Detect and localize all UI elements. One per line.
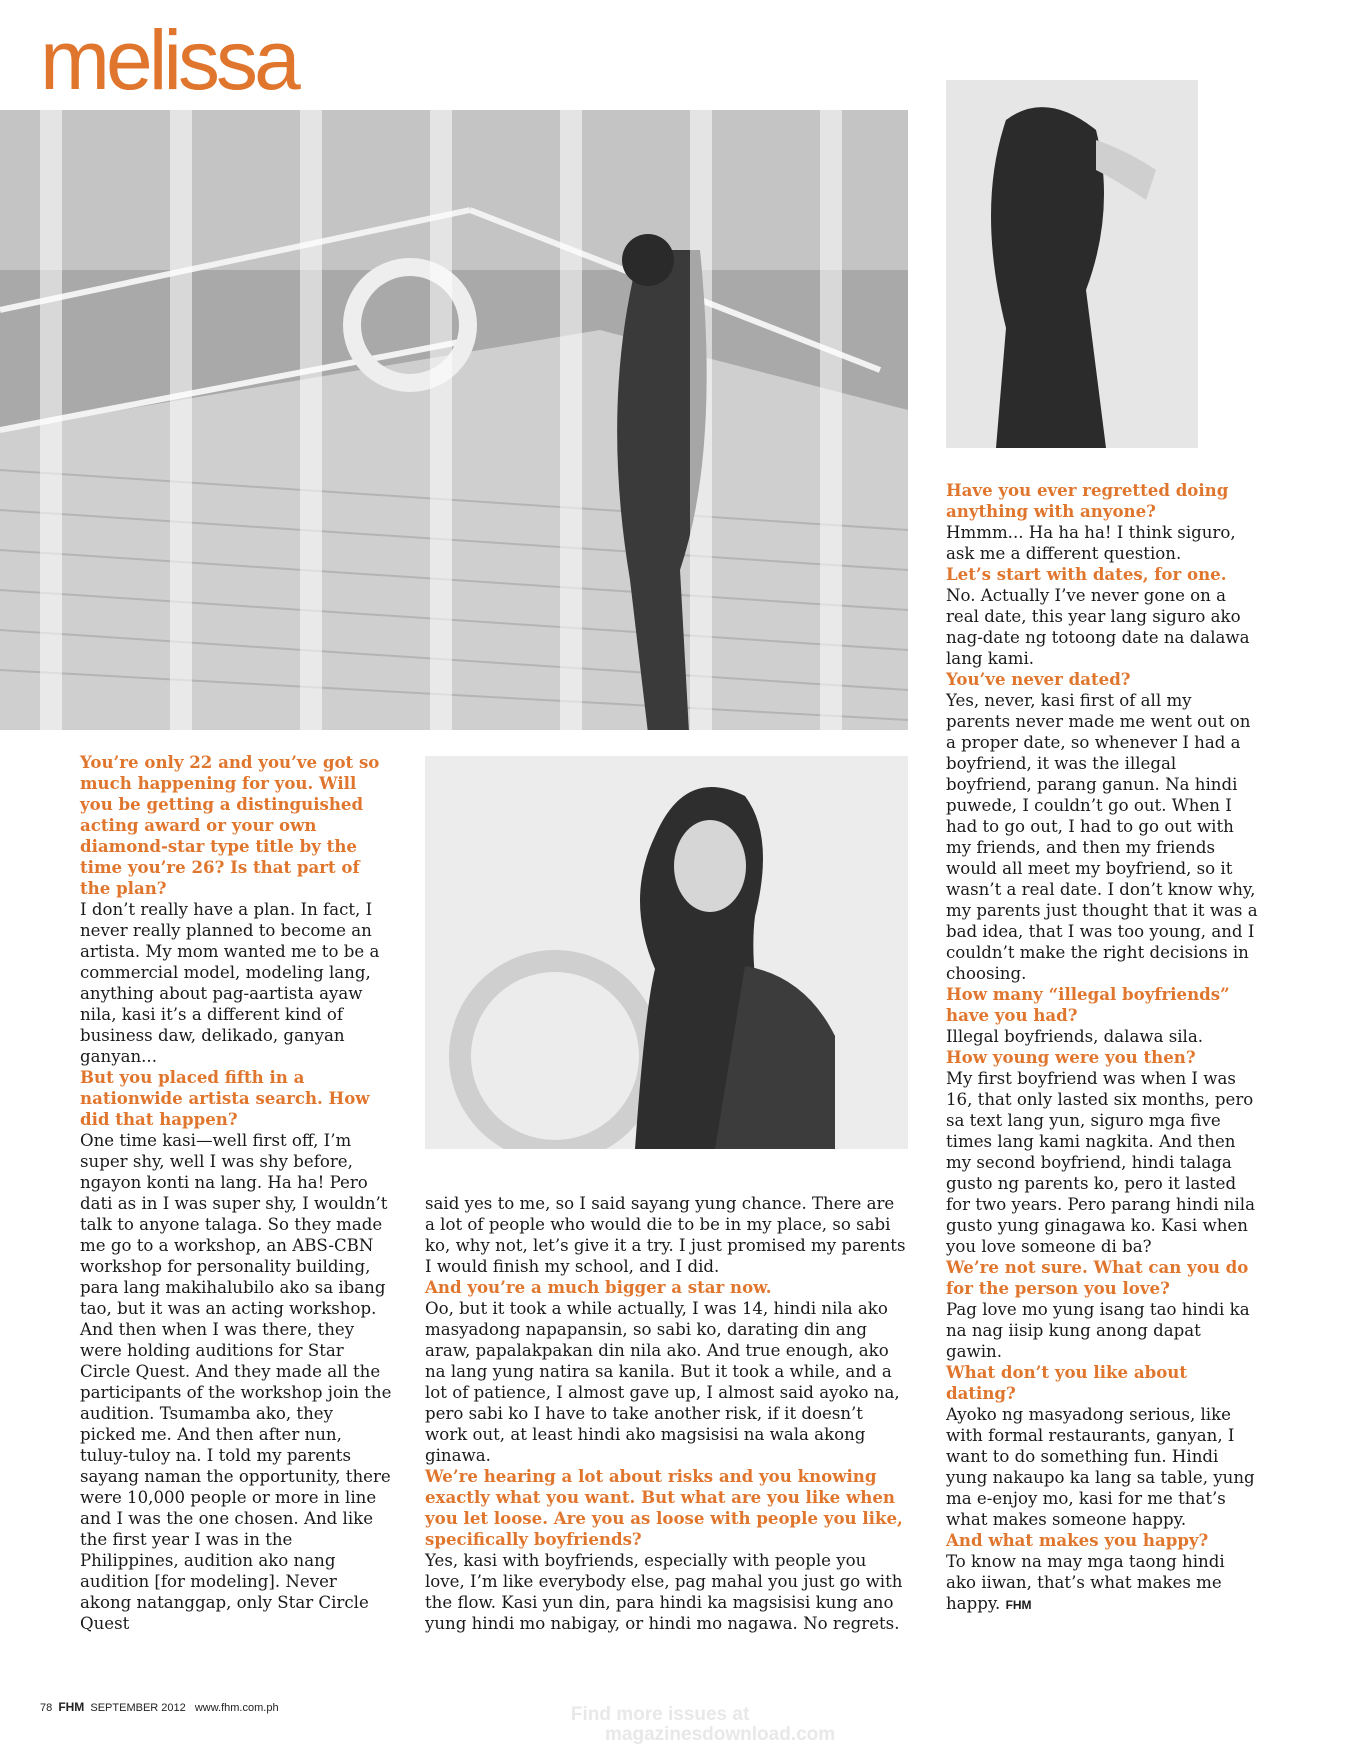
answer: Oo, but it took a while actually, I was 14, hindi nila ako masyadong napapansin, so sabi ko, darating din ang araw, papalakpakan din nila ako. And true enough, ako na lang yung natira sa kanila. But it took a while, and a lot of patience, I almost gave up, I almost said ayoko na, pero sabi ko I have to take another risk, if it doesn’t work out, at least hindi ako magsisisi na wala akong ginawa. <box>425 1299 900 1465</box>
answer: Yes, never, kasi first of all my parents never made me went out on a proper date, so whenever I had a boyfriend, it was the illegal boyfriend, parang ganun. Na hindi puwede, I couldn’t go out. When I had to go out, I had to go out with my friends, and then my friends would all meet my boyfriend, so it wasn’t a real date. I don’t know why, my parents just thought that it was a bad idea, that I was too young, and I couldn’t make the right decisions in choosing. <box>946 691 1258 983</box>
question: You’re only 22 and you’ve got so much happening for you. Will you be getting a distinguished acting award or your own diamond-star type title by the time you’re 26? Is that part of the plan? <box>80 752 380 898</box>
answer: Ayoko ng masyadong serious, like with formal restaurants, ganyan, I want to do something fun. Hindi yung nakaupo ka lang sa table, yung ma e-enjoy mo, kasi for me that’s what makes someone happy. <box>946 1405 1255 1529</box>
question: Let’s start with dates, for one. <box>946 564 1227 584</box>
answer: Yes, kasi with boyfriends, especially with people you love, I’m like everybody else, pag mahal you just go with the flow. Kasi yun din, para hindi ka magsisisi kung ano yung hindi mo nabigay, or hindi mo nagawa. No regrets. <box>425 1551 903 1633</box>
answer: Illegal boyfriends, dalawa sila. <box>946 1027 1204 1046</box>
watermark-line-2: magazinesdownload.com <box>605 1724 836 1745</box>
watermark-line-1: Find more issues at <box>570 1704 750 1725</box>
answer: I don’t really have a plan. In fact, I never really planned to become an artista. My mom wanted me to be a commercial model, modeling lang, anything about pag-aartista ayaw nila, kasi it’s a different kind of business daw, delikado, ganyan ganyan... <box>80 900 380 1066</box>
answer: Pag love mo yung isang tao hindi ka na nag iisip kung anong dapat gawin. <box>946 1300 1250 1361</box>
question: Have you ever regretted doing anything with anyone? <box>946 480 1229 521</box>
answer <box>946 1551 1258 1616</box>
page-number: 78 <box>40 1702 53 1714</box>
column-1 <box>80 752 392 1634</box>
answer-text: To know na may mga taong hindi ako iiwan, that’s what makes me happy. <box>946 1552 1225 1613</box>
column-2 <box>425 1193 909 1634</box>
footer-url[interactable]: www.fhm.com.ph <box>194 1702 279 1714</box>
question: How many “illegal boyfriends” have you had? <box>946 984 1230 1025</box>
page-footer <box>40 1700 279 1714</box>
question: But you placed fifth in a nationwide artista search. How did that happen? <box>80 1067 370 1129</box>
question: And you’re a much bigger a star now. <box>425 1277 772 1297</box>
question: What don’t you like about dating? <box>946 1362 1187 1403</box>
main-photo <box>0 110 908 730</box>
column-3 <box>946 480 1258 1616</box>
title-first-name: melissa <box>40 13 297 107</box>
question: We’re hearing a lot about risks and you knowing exactly what you want. But what are you like when you let loose. Are you as loose with people you like, specifically boyfriends? <box>425 1466 903 1549</box>
question: And what makes you happy? <box>946 1530 1209 1550</box>
middle-photo <box>425 756 908 1149</box>
answer: No. Actually I’ve never gone on a real date, this year lang siguro ako nag-date ng totoong date na dalawa lang kami. <box>946 586 1250 668</box>
footer-brand: FHM <box>58 1700 85 1714</box>
answer: Hmmm... Ha ha ha! I think siguro, ask me a different question. <box>946 523 1236 563</box>
answer: One time kasi—well first off, I’m super shy, well I was shy before, ngayon konti na lang. Ha ha! Pero dati as in I was super shy, I wouldn’t talk to anyone talaga. So they made me go to a workshop, an ABS-CBN workshop for personality building, para lang makihalubilo ako sa ibang tao, but it was an acting workshop. And then when I was there, they were holding auditions for Star Circle Quest. And they made all the participants of the workshop join the audition. Tsumamba ako, they picked me. And then after nun, tuluy-tuloy na. I told my parents sayang naman the opportunity, there were 10,000 people or more in line and I was the one chosen. And like the first year I was in the Philippines, audition ako nang audition [for modeling]. Never akong natanggap, only Star Circle Quest <box>80 1131 392 1633</box>
answer: said yes to me, so I said sayang yung chance. There are a lot of people who would die to be in my place, so sabi ko, why not, let’s give it a try. I just promised my parents I would finish my school, and I did. <box>425 1194 906 1276</box>
watermark <box>485 1705 835 1745</box>
answer: My first boyfriend was when I was 16, that only lasted six months, pero sa text lang yun, siguro mga five times lang kami nagkita. And then my second boyfriend, hindi talaga gusto ng parents ko, pero it lasted for two years. Pero parang hindi nila gusto yung ginagawa ko. Kasi when you love someone di ba? <box>946 1069 1256 1256</box>
top-right-photo <box>946 80 1198 448</box>
question: You’ve never dated? <box>946 669 1131 689</box>
question: How young were you then? <box>946 1047 1196 1067</box>
question: We’re not sure. What can you do for the person you love? <box>946 1257 1249 1298</box>
fhm-signoff: FHM <box>1005 1598 1032 1612</box>
footer-issue: SEPTEMBER 2012 <box>90 1702 186 1714</box>
